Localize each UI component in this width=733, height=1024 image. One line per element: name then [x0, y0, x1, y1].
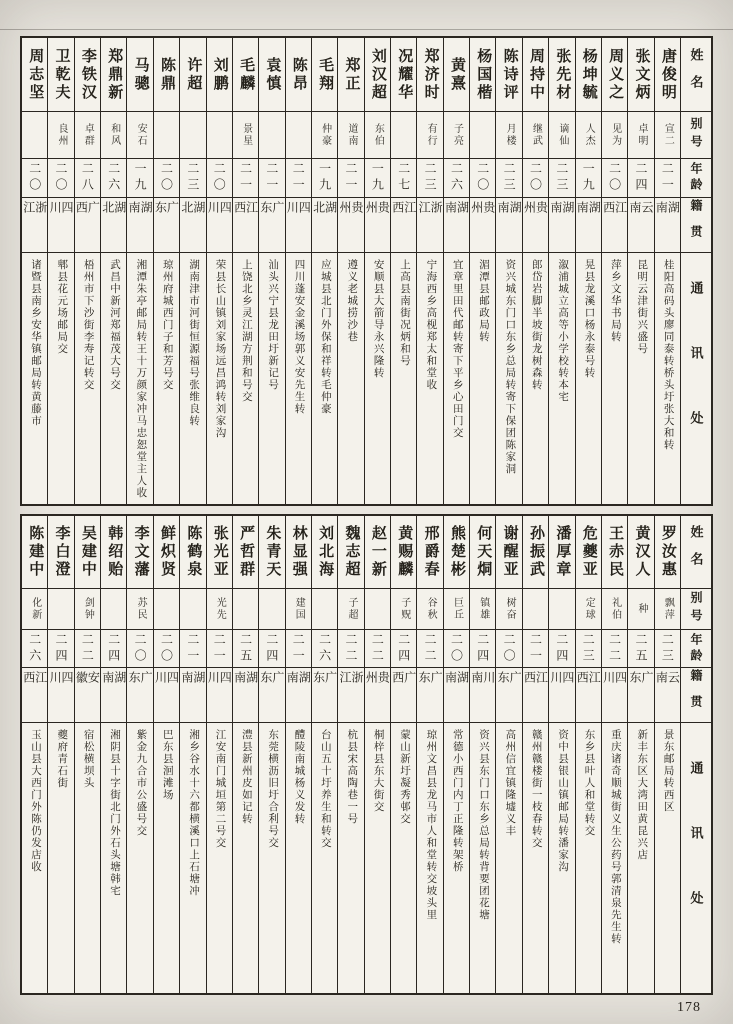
person-name: 邢爵春: [422, 525, 439, 579]
person-column: [233, 38, 259, 504]
person-column: [417, 38, 443, 504]
person-address: 蒙山新圩凝秀邨交: [398, 729, 410, 825]
person-age: 二〇: [502, 632, 517, 665]
person-age: 二一: [291, 632, 306, 665]
person-age: 二四: [633, 162, 648, 194]
person-address: 溆浦城立高等小学校转本宅: [557, 259, 569, 403]
person-native-place: 湖南: [443, 671, 470, 699]
person-age: 二一: [660, 162, 675, 194]
person-column: [602, 516, 628, 993]
person-name: 杨坤毓: [580, 47, 597, 102]
person-age: 二四: [396, 632, 411, 665]
person-column: [576, 516, 602, 993]
person-column: [549, 38, 575, 504]
person-native-place: 湖南: [654, 201, 680, 229]
person-address: 荣县长山镇刘家场远昌鸿转刘家沟: [214, 259, 226, 439]
person-native-place: 湖南: [443, 201, 470, 229]
person-alias: 见为: [609, 123, 621, 147]
person-alias: 卓明: [635, 123, 647, 147]
person-column: [22, 516, 48, 993]
person-address: 遵义老城捞沙巷: [346, 259, 358, 343]
person-name: 张文炳: [633, 47, 650, 102]
header-name-label: 姓名: [688, 47, 704, 102]
person-name: 马骢: [132, 56, 149, 93]
person-native-place: 广东: [417, 671, 443, 699]
person-native-place: 贵州: [364, 201, 391, 229]
person-native-place: 江西: [22, 671, 48, 699]
person-address: 宿松横坝头: [82, 729, 94, 789]
person-age: 二三: [581, 632, 596, 665]
person-address: 资中县银山镇邮局转潘家沟: [557, 729, 569, 873]
person-name: 熊楚彬: [448, 525, 465, 579]
person-column: [365, 516, 391, 993]
person-name: 罗汝惠: [659, 525, 676, 579]
person-address: 资兴城东门口东乡总局转寄下保团陈家洞: [504, 259, 516, 475]
person-column: [154, 516, 180, 993]
person-column: [75, 38, 101, 504]
person-address: 紫金九合市公盛号交: [135, 729, 147, 837]
person-column: [101, 516, 127, 993]
person-column: [22, 38, 48, 504]
person-column: [312, 516, 338, 993]
person-column: [286, 38, 312, 504]
person-name: 赵一新: [369, 525, 386, 579]
person-column: [286, 516, 312, 993]
person-native-place: 广东: [259, 671, 285, 699]
person-age: 二三: [185, 162, 200, 194]
person-native-place: 安徽: [74, 671, 101, 699]
person-address: 湘乡谷水十六都横溪口上石塘冲: [188, 729, 200, 897]
person-alias: 月楼: [504, 123, 516, 147]
person-alias: 继武: [530, 123, 542, 147]
person-column: [365, 38, 391, 504]
person-native-place: 云南: [654, 671, 680, 699]
person-alias: 巨丘: [451, 597, 463, 621]
person-column: [470, 516, 496, 993]
person-alias: 苏民: [135, 597, 147, 621]
person-name: 谢醒亚: [501, 525, 518, 579]
person-name: 刘北海: [317, 525, 334, 579]
person-address: 上高县南街况炳和号: [398, 259, 410, 367]
person-name: 陈建中: [27, 525, 44, 579]
person-name: 唐俊明: [659, 47, 676, 102]
person-column: [127, 516, 153, 993]
person-address: 汕头兴宁县龙田圩新记号: [267, 259, 279, 391]
person-native-place: 浙江: [417, 201, 443, 229]
person-address: 宁海西乡高枧郑太和堂收: [425, 259, 437, 391]
person-native-place: 广东: [311, 671, 338, 699]
person-name: 毛翔: [317, 56, 334, 93]
person-address: 湘阴县十字街北门外石头塘韩宅: [109, 729, 121, 897]
person-alias: 谪仙: [556, 123, 568, 147]
person-native-place: 四川: [206, 671, 232, 699]
person-address: 晃县龙溪口杨永泰号转: [583, 259, 595, 379]
person-age: 二〇: [528, 162, 543, 194]
person-column: [259, 38, 285, 504]
person-address: 景东邮局转西区: [662, 729, 674, 813]
person-address: 宜章里田代邮转寄下平乡心田门交: [451, 259, 463, 439]
person-native-place: 湖南: [232, 671, 259, 699]
person-alias: 卓群: [82, 123, 94, 147]
person-native-place: 四川: [601, 671, 628, 699]
person-age: 二四: [475, 632, 490, 665]
person-native-place: 广东: [259, 201, 285, 229]
person-alias: 道南: [346, 123, 357, 147]
person-alias: 谷秋: [425, 597, 437, 621]
person-age: 二〇: [159, 632, 174, 665]
person-age: 二六: [317, 632, 332, 665]
header-column-top: [681, 38, 711, 504]
person-address: 东乡县叶人和堂转交: [583, 729, 595, 837]
person-native-place: 湖南: [127, 201, 153, 229]
person-column: [154, 38, 180, 504]
person-address: 玉山县大西门外陈仍发店收: [29, 729, 41, 873]
person-native-place: 四川: [48, 671, 74, 699]
header-alias-label: 别号: [689, 117, 703, 153]
header-native-label: 籍贯: [689, 199, 703, 251]
person-address: 资兴县东门口东乡总局转背要团花塘: [478, 729, 490, 921]
person-column: [444, 516, 470, 993]
person-column: [470, 38, 496, 504]
person-alias: 子超: [346, 597, 357, 621]
person-native-place: 湖南: [549, 201, 575, 229]
person-age: 二八: [80, 162, 95, 194]
person-alias: 安石: [135, 123, 147, 147]
person-name: 危夔亚: [580, 525, 597, 579]
header-alias-label: 别号: [689, 591, 703, 627]
person-name: 周义之: [607, 47, 624, 102]
person-age: 二五: [238, 632, 253, 665]
person-column: [391, 516, 417, 993]
person-native-place: 贵州: [470, 201, 496, 229]
person-address: 琼州府城西门子和芳号交: [161, 259, 173, 391]
person-age: 二一: [185, 632, 200, 665]
person-age: 一九: [133, 162, 148, 194]
person-name: 黄赐麟: [396, 525, 413, 579]
person-column: [233, 516, 259, 993]
person-age: 二〇: [133, 632, 148, 665]
person-address: 新丰东区大湾田黄昆兴店: [636, 729, 648, 861]
person-alias: 良州: [56, 123, 68, 147]
person-name: 况耀华: [396, 47, 413, 102]
page-number: 178: [677, 1000, 701, 1015]
person-name: 魏志超: [343, 525, 360, 579]
person-native-place: 浙江: [22, 201, 48, 229]
person-name: 严哲群: [238, 525, 255, 579]
person-column: [207, 516, 233, 993]
person-column: [496, 516, 522, 993]
person-native-place: 四川: [153, 671, 180, 699]
person-alias: 子亮: [451, 123, 463, 147]
person-column: [417, 516, 443, 993]
person-age: 二一: [264, 162, 279, 194]
person-age: 二五: [633, 632, 648, 665]
person-alias: 树奋: [504, 597, 516, 621]
person-column: [180, 516, 206, 993]
person-column: [48, 516, 74, 993]
person-age: 二四: [554, 632, 569, 665]
person-column: [444, 38, 470, 504]
person-column: [48, 38, 74, 504]
directory-table-bottom: [20, 514, 713, 995]
person-address: 醴陵南城杨义发转: [293, 729, 305, 825]
person-address: 梧州市下沙街李寿记转交: [82, 259, 94, 391]
person-name: 黄熹: [448, 56, 465, 93]
person-address: 四川蓬安金溪场郭义安先生转: [293, 259, 305, 415]
person-native-place: 浙江: [338, 671, 364, 699]
person-column: [101, 38, 127, 504]
person-name: 陈昂: [290, 56, 307, 93]
person-address: 巴东县洄滩场: [161, 729, 173, 801]
person-age: 二二: [607, 632, 622, 665]
person-address: 江安南门城垣第二号交: [214, 729, 226, 849]
person-address: 台山五十圩养生和转交: [319, 729, 331, 849]
person-address: 郫县花元场邮局交: [56, 259, 68, 355]
person-age: 二一: [344, 162, 358, 194]
person-age: 二〇: [607, 162, 622, 194]
person-column: [655, 38, 681, 504]
person-column: [127, 38, 153, 504]
person-native-place: 广东: [127, 671, 153, 699]
person-alias: 人杰: [583, 123, 595, 147]
person-column: [496, 38, 522, 504]
person-name: 何天烔: [475, 525, 492, 579]
person-age: 二二: [370, 632, 385, 665]
header-native-label: 籍贯: [689, 669, 703, 721]
person-address: 桐梓县东大街交: [372, 729, 384, 813]
person-name: 周志坚: [27, 47, 44, 102]
person-address: 安顺县大箭导永兴隆转: [372, 259, 384, 379]
person-age: 二六: [106, 162, 121, 194]
person-name: 鲜炽贤: [158, 525, 175, 579]
person-name: 朱青天: [264, 525, 281, 579]
person-name: 林显强: [290, 525, 307, 579]
person-alias: 景星: [240, 123, 252, 147]
person-native-place: 广东: [153, 201, 180, 229]
person-age: 二一: [528, 632, 543, 665]
person-address: 重庆诸奇顺城街义生公药号郭清泉先生转: [609, 729, 621, 945]
person-column: [628, 516, 654, 993]
person-native-place: 江西: [575, 671, 601, 699]
person-alias: 建国: [293, 597, 305, 621]
person-age: 二〇: [449, 632, 464, 665]
scan-artifact-line: [0, 29, 733, 30]
person-column: [180, 38, 206, 504]
person-address: 诸暨县南乡安华镇邮局转黄藤市: [29, 259, 41, 427]
person-native-place: 江西: [232, 201, 259, 229]
person-address: 湄潭县邮政局转: [478, 259, 490, 343]
person-native-place: 贵州: [338, 201, 364, 229]
person-alias: 化新: [29, 597, 41, 621]
person-native-place: 湖北: [311, 201, 338, 229]
person-address: 湘潭朱亭邮局转王十万颜家冲马忠恕堂主人收: [135, 259, 147, 499]
person-name: 张先材: [554, 47, 571, 102]
person-address: 昆明云津街兴盛号: [636, 259, 648, 355]
person-address: 常德小西门内丁正隆转架桥: [451, 729, 463, 873]
person-column: [576, 38, 602, 504]
person-alias: 仲豪: [319, 123, 331, 147]
person-column: [338, 516, 364, 993]
person-age: 二三: [554, 162, 569, 194]
person-name: 陈诗评: [501, 47, 518, 102]
person-address: 萍乡文华书局转: [609, 259, 621, 343]
person-name: 袁慎: [264, 56, 281, 93]
person-address: 澧县新州皮如记转: [240, 729, 252, 825]
person-name: 李白澄: [53, 525, 70, 579]
person-column: [207, 38, 233, 504]
person-alias: 子贶: [398, 597, 410, 621]
person-address: 琼州文昌县龙马市人和堂转交坡头里: [425, 729, 437, 921]
header-address-label: 通讯处: [688, 281, 704, 476]
person-age: 二二: [344, 632, 358, 665]
person-native-place: 云南: [628, 201, 654, 229]
person-age: 二四: [264, 632, 279, 665]
person-age: 二六: [449, 162, 464, 194]
person-age: 二三: [502, 162, 517, 194]
person-native-place: 湖南: [496, 201, 522, 229]
person-column: [655, 516, 681, 993]
person-name: 郑鼎新: [106, 47, 123, 102]
person-age: 二〇: [212, 162, 227, 194]
person-age: 一九: [317, 162, 332, 194]
person-address: 郎岱岩脚半坡街龙树森转: [530, 259, 542, 391]
person-name: 周持中: [528, 47, 545, 102]
person-name: 陈鹤泉: [185, 525, 202, 579]
person-name: 张光亚: [211, 525, 228, 579]
person-address: 东莞横沥旧圩合利号交: [267, 729, 279, 849]
person-name: 郑正: [343, 56, 360, 93]
person-name: 黄汉人: [633, 525, 650, 579]
person-native-place: 四川: [285, 201, 311, 229]
person-age: 一九: [581, 162, 596, 194]
person-name: 刘鹏: [211, 56, 228, 93]
person-name: 李铁汉: [79, 47, 96, 102]
person-column: [602, 38, 628, 504]
person-name: 卫乾夫: [53, 47, 70, 102]
person-native-place: 湖南: [285, 671, 311, 699]
person-age: 二三: [660, 632, 675, 665]
person-native-place: 江西: [522, 671, 549, 699]
person-native-place: 湖南: [101, 671, 127, 699]
person-age: 二四: [106, 632, 121, 665]
person-age: 一九: [370, 162, 385, 194]
person-age: 二二: [423, 632, 438, 665]
person-native-place: 四川: [206, 201, 232, 229]
person-name: 吴建中: [79, 525, 96, 579]
person-native-place: 广东: [628, 671, 654, 699]
person-name: 许超: [185, 56, 202, 93]
person-native-place: 四川: [48, 201, 74, 229]
header-name-label: 姓名: [688, 525, 704, 579]
person-native-place: 川南: [470, 671, 496, 699]
person-alias: 种: [635, 603, 647, 615]
person-age: 二六: [27, 632, 42, 665]
person-alias: 东伯: [372, 123, 384, 147]
person-name: 韩绍贻: [106, 525, 123, 579]
person-native-place: 四川: [549, 671, 575, 699]
person-name: 郑济时: [422, 47, 439, 102]
person-address: 武昌中新河郑福茂大号交: [109, 259, 121, 391]
person-alias: 光先: [214, 597, 226, 621]
person-name: 杨国楷: [475, 47, 492, 102]
person-age: 二一: [291, 162, 306, 194]
person-column: [523, 516, 549, 993]
header-address-label: 通讯处: [688, 760, 704, 956]
person-native-place: 广东: [496, 671, 522, 699]
person-alias: 定球: [583, 597, 595, 621]
person-age: 二〇: [27, 162, 42, 194]
person-alias: 剑钟: [82, 597, 94, 621]
person-column: [391, 38, 417, 504]
person-address: 应城县北门外保和祥转毛仲豪: [319, 259, 331, 415]
person-address: 高州信宜镇隆墟义丰: [504, 729, 516, 837]
person-native-place: 贵州: [364, 671, 391, 699]
person-address: 上饶北乡灵江湖方荆和号交: [240, 259, 252, 403]
person-native-place: 广西: [74, 201, 101, 229]
person-name: 孙振武: [528, 525, 545, 579]
person-native-place: 湖南: [575, 201, 601, 229]
person-native-place: 广西: [391, 671, 417, 699]
person-address: 杭县宋高陶巷一号: [346, 729, 358, 825]
directory-table-top: [20, 36, 713, 506]
person-age: 二七: [396, 162, 411, 194]
person-address: 桂阳高码头廖同泰转桥头圩张大和转: [662, 259, 674, 451]
person-alias: 宣二: [662, 123, 674, 147]
person-age: 二三: [423, 162, 438, 194]
person-address: 夔府青石街: [56, 729, 68, 789]
header-column-bottom: [681, 516, 711, 993]
person-age: 二〇: [159, 162, 174, 194]
person-column: [549, 516, 575, 993]
person-column: [312, 38, 338, 504]
person-age: 二四: [54, 632, 69, 665]
person-name: 王赤民: [607, 525, 624, 579]
person-column: [338, 38, 364, 504]
person-alias: 镇雄: [477, 597, 489, 621]
person-native-place: 湖南: [180, 671, 206, 699]
person-alias: 和风: [108, 123, 120, 147]
person-address: 湖南津市河街恒源福号张维良转: [188, 259, 200, 427]
person-name: 刘汉超: [369, 47, 386, 102]
person-native-place: 湖北: [180, 201, 206, 229]
person-name: 毛麟: [238, 56, 255, 93]
person-name: 潘厚章: [554, 525, 571, 579]
person-age: 二〇: [54, 162, 69, 194]
header-age-label: 年龄: [689, 632, 703, 665]
person-name: 李文藩: [132, 525, 149, 579]
person-age: 二二: [80, 632, 95, 665]
person-age: 二〇: [475, 162, 490, 194]
person-address: 赣州赣楼街一枝春转交: [530, 729, 542, 849]
person-column: [259, 516, 285, 993]
person-name: 陈鼎: [158, 56, 175, 93]
person-column: [628, 38, 654, 504]
person-alias: 飘萍: [662, 597, 674, 621]
person-native-place: 湖北: [101, 201, 127, 229]
person-alias: 有行: [425, 123, 437, 147]
header-age-label: 年龄: [689, 162, 703, 194]
person-column: [523, 38, 549, 504]
person-alias: 礼伯: [609, 597, 621, 621]
person-native-place: 江西: [601, 201, 628, 229]
person-native-place: 江西: [391, 201, 417, 229]
person-age: 二一: [212, 632, 227, 665]
person-column: [75, 516, 101, 993]
person-age: 二一: [238, 162, 253, 194]
person-native-place: 贵州: [522, 201, 549, 229]
